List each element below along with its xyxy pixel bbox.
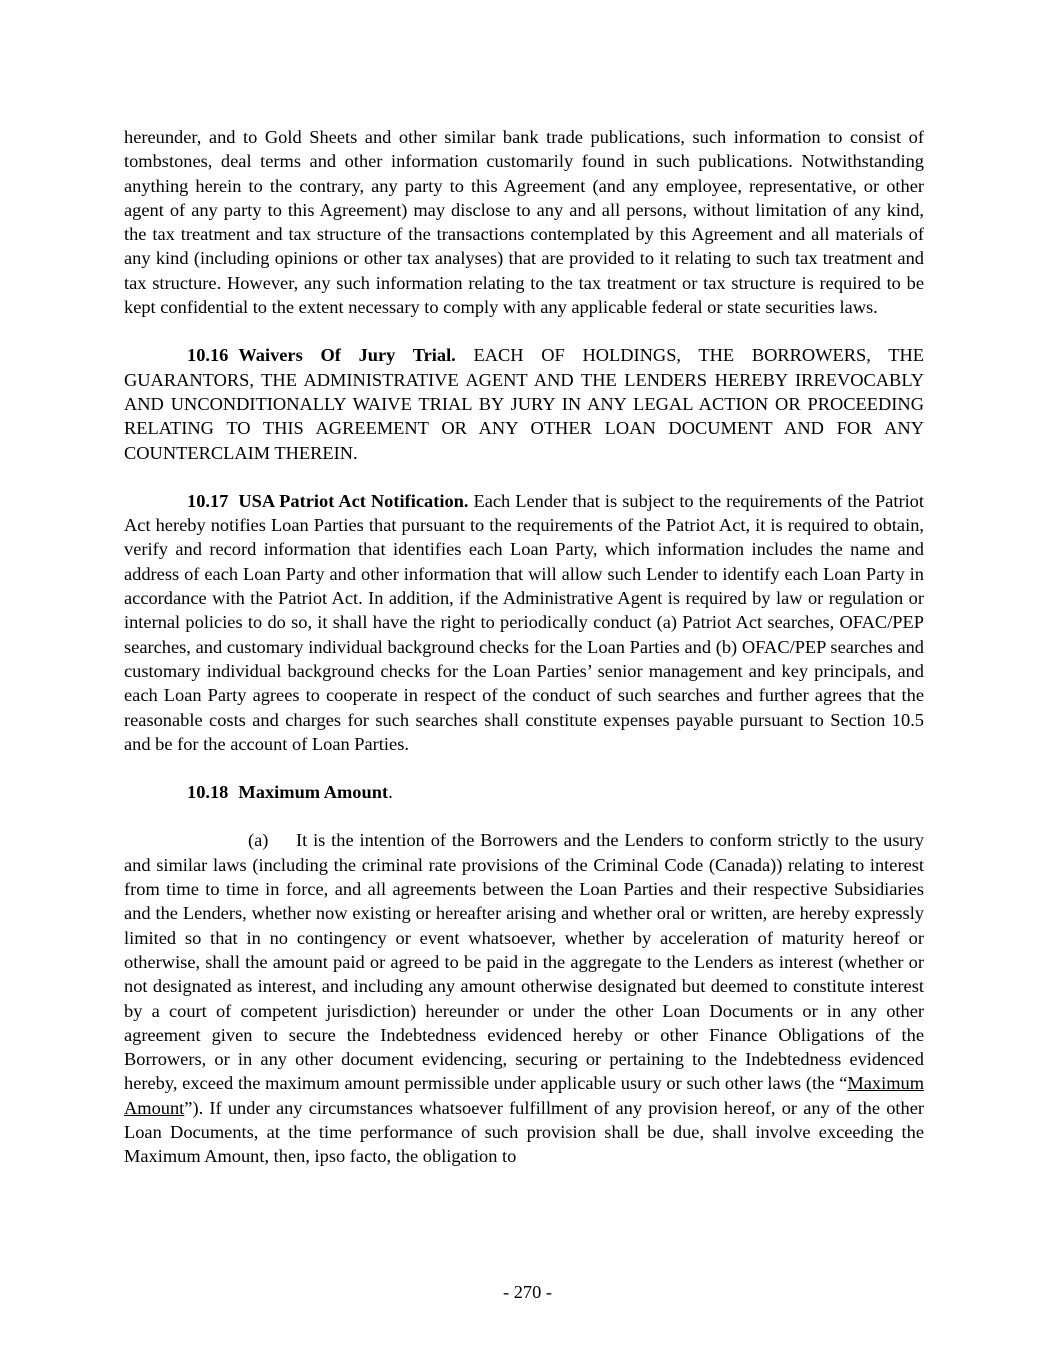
subsection-body-part1: It is the intention of the Borrowers and the Lenders to conform strictly to the usury and similar laws (including the criminal rate provisions of the Criminal Code (Canada)) relating to interest from time to time in force, and all agreements between the Loan Parties and their respective Subsidiaries and the Lenders, whether now existing or hereafter arising and whether oral or written, are hereby expressly limited so that in no contingency or event whatsoever, whether by acceleration of maturity hereof or otherwise, shall the amount paid or agreed to be paid in the aggregate to the Lenders as interest (whether or not designated as interest, and including any amount otherwise designated but deemed to constitute interest by a court of competent jurisdiction) hereunder or under the other Loan Documents or in any other agreement given to secure the Indebtedness evidenced hereby or other Finance Obligations of the Borrowers, or in any other document evidencing, securing or pertaining to the Indebtedness evidenced hereby, exceed the maximum amount permissible under applicable usury or such other laws (the “ xyxy=(124,830,924,1094)
section-body: EACH OF HOLDINGS, THE BORROWERS, THE GUARANTORS, THE ADMINISTRATIVE AGENT AND THE LENDERS HEREBY IRREVOCABLY AND UNCONDITIONALLY WAIVE TRIAL BY JURY IN ANY LEGAL ACTION OR PROCEEDING RELATING TO THIS AGREEMENT OR ANY OTHER LOAN DOCUMENT AND FOR ANY COUNTERCLAIM THEREIN. xyxy=(124,345,924,463)
section-number: 10.17 xyxy=(187,490,229,511)
section-heading: Waivers Of Jury Trial. xyxy=(238,345,456,366)
section-10-16 xyxy=(124,343,924,464)
subsection-a xyxy=(124,828,924,1168)
continuation-paragraph: hereunder, and to Gold Sheets and other similar bank trade publications, such information to consist of tombstones, deal terms and other information customarily found in such publications. Notwithstanding anything herein to the contrary, any party to this Agreement (and any employee, representative, or other agent of any party to this Agreement) may disclose to any and all persons, without limitation of any kind, the tax treatment and tax structure of the transactions contemplated by this Agreement and all materials of any kind (including opinions or other tax analyses) that are provided to it relating to such tax treatment and tax structure. However, any such information relating to the tax treatment or tax structure is required to be kept confidential to the extent necessary to comply with any applicable federal or state securities laws. xyxy=(124,127,924,318)
section-number: 10.16 xyxy=(187,345,229,366)
section-body: Each Lender that is subject to the requirements of the Patriot Act hereby notifies Loan Parties that pursuant to the requirements of the Patriot Act, it is required to obtain, verify and record information that identifies each Loan Party, which information includes the name and address of each Loan Party and other information that will allow such Lender to identify each Loan Party in accordance with the Patriot Act. In addition, if the Administrative Agent is required by law or regulation or internal policies to do so, it shall have the right to periodically conduct (a) Patriot Act searches, OFAC/PEP searches, and customary individual background checks for the Loan Parties and (b) OFAC/PEP searches and customary individual background checks for the Loan Parties’ senior management and key principals, and each Loan Party agrees to cooperate in respect of the conduct of such searches and further agrees that the reasonable costs and charges for such searches shall constitute expenses payable pursuant to Section 10.5 and be for the account of Loan Parties. xyxy=(124,490,924,754)
heading-period: . xyxy=(388,782,393,803)
section-number: 10.18 xyxy=(187,782,229,803)
subsection-body-part2: ”). If under any circumstances whatsoever fulfillment of any provision hereof, or any of the other Loan Documents, at the time performance of such provision shall be due, shall involve exceeding the Maximum Amount, then, ipso facto, the obligation to xyxy=(124,1097,924,1167)
document-page xyxy=(124,125,924,1169)
page-number: - 270 - xyxy=(502,1282,553,1302)
section-10-18 xyxy=(124,780,924,804)
section-10-17 xyxy=(124,489,924,756)
section-heading: USA Patriot Act Notification. xyxy=(238,490,469,511)
section-heading: Maximum Amount xyxy=(238,782,389,803)
subsection-label: (a) xyxy=(248,830,269,851)
defined-term: Maximum Amount xyxy=(124,1073,924,1118)
